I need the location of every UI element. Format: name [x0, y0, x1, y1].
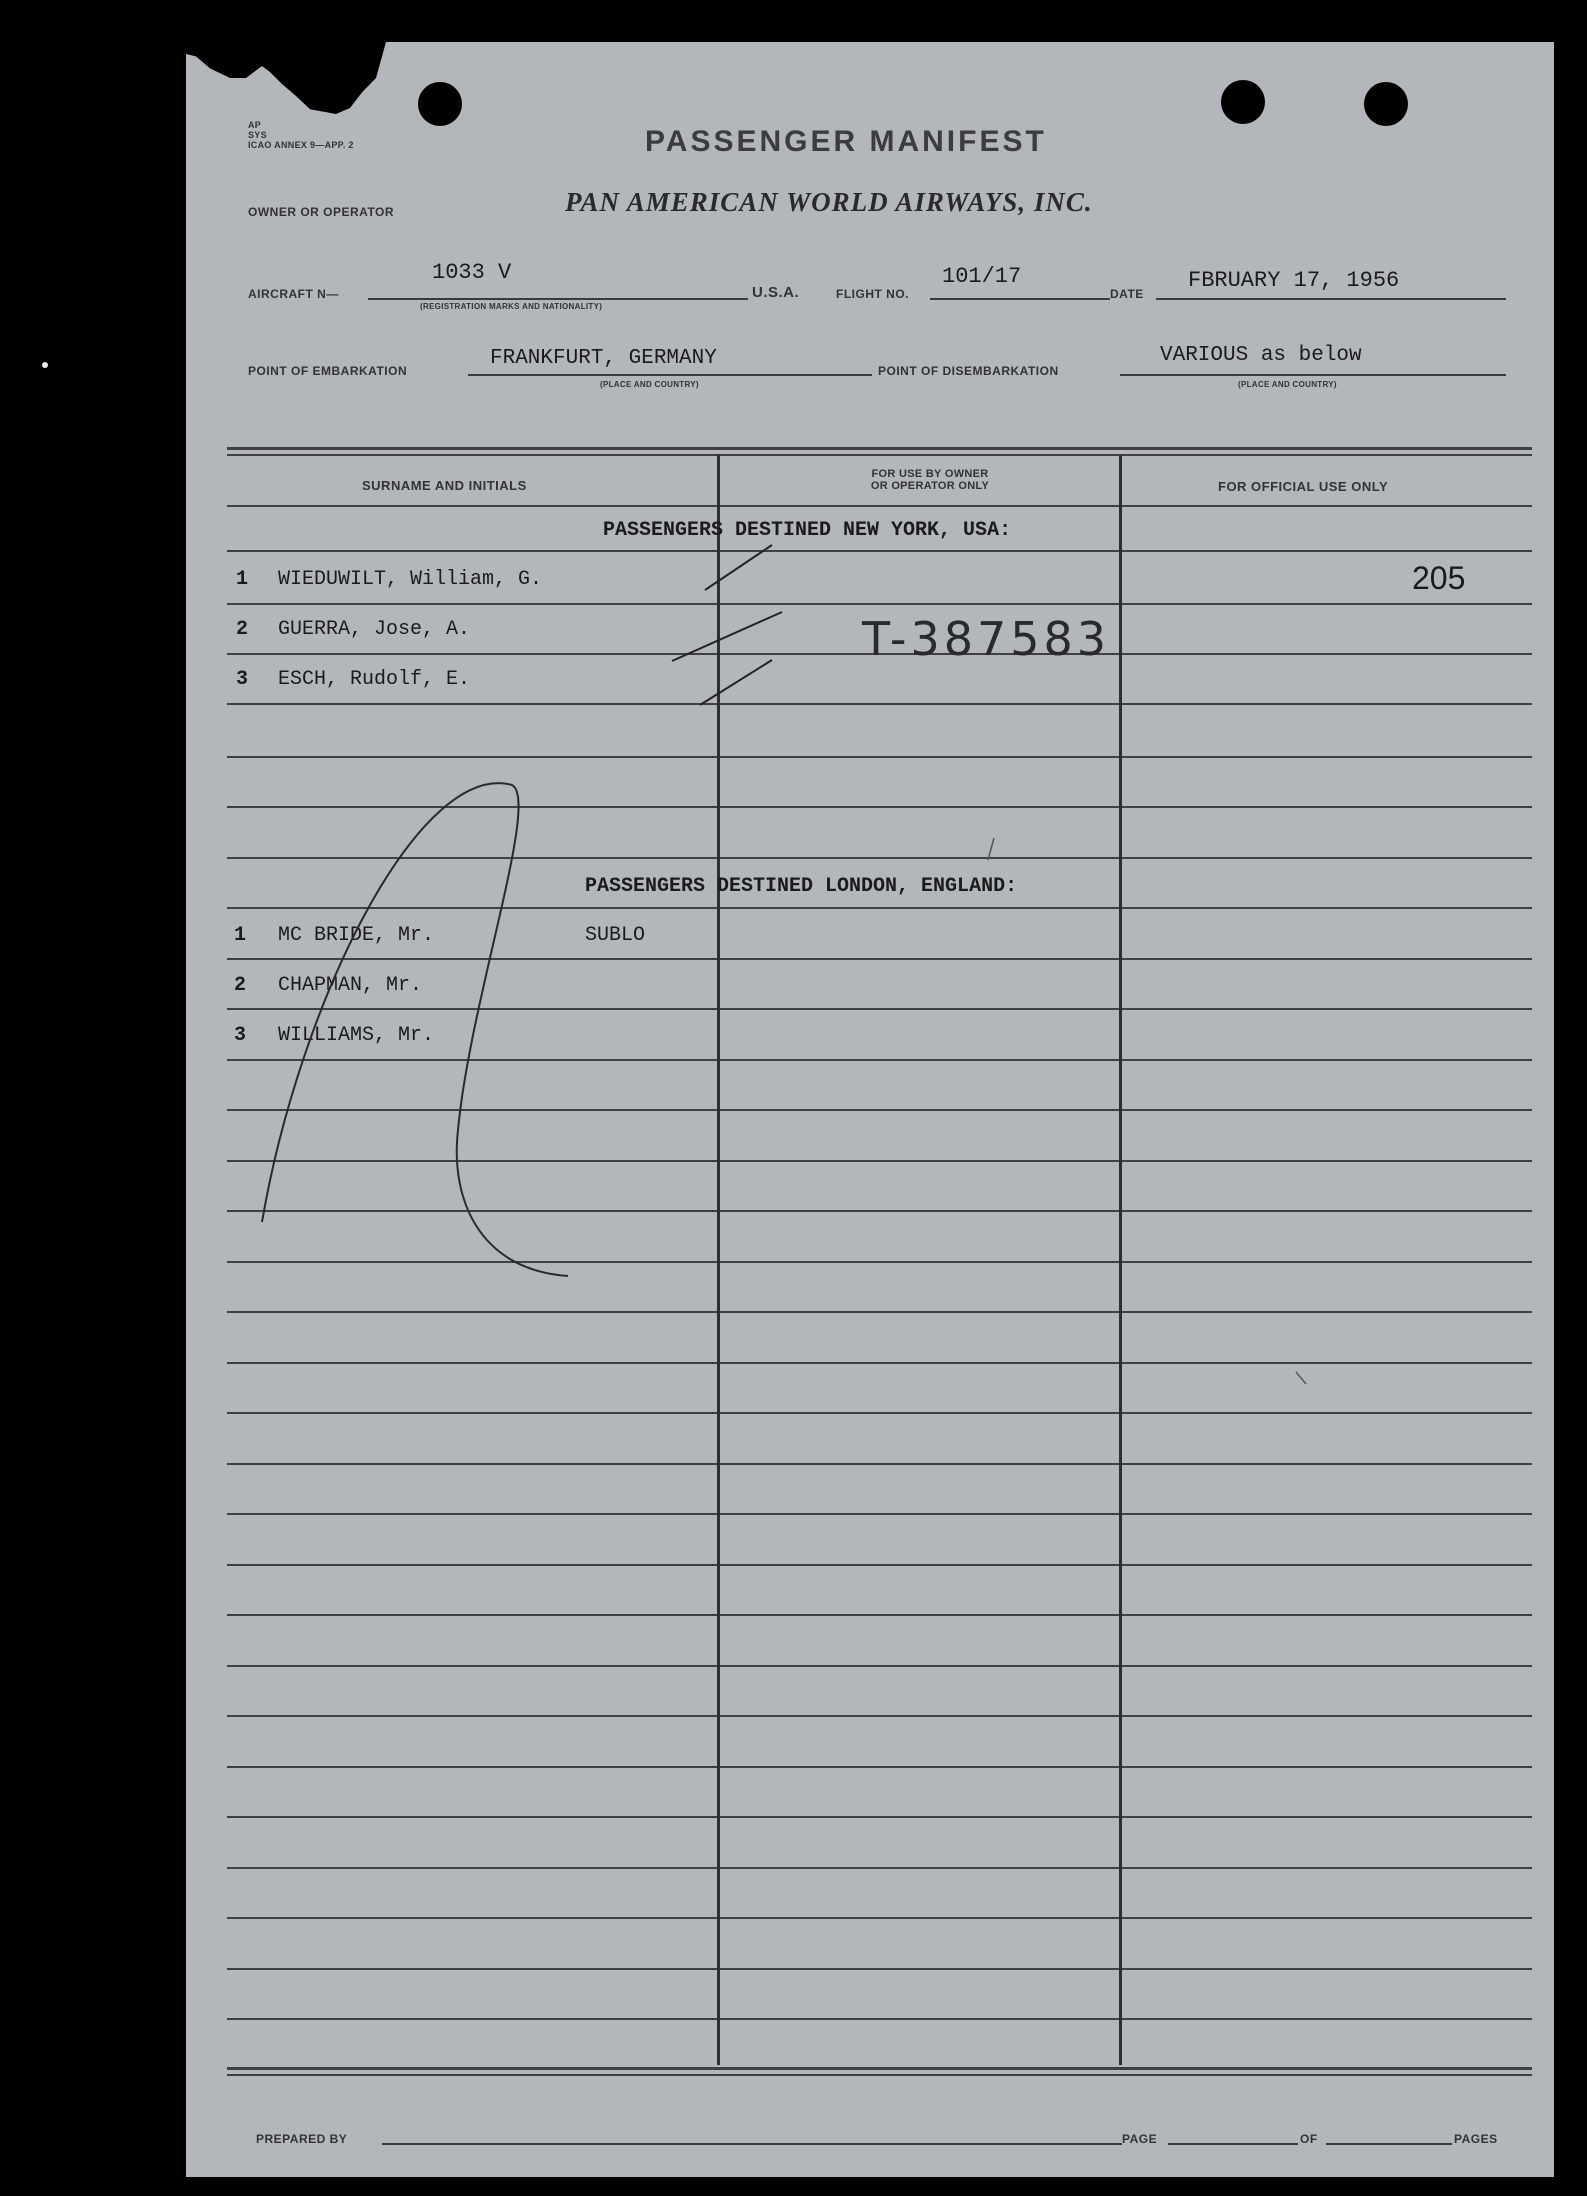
owner-column-slash	[700, 660, 772, 705]
pages-label: PAGES	[1454, 2132, 1498, 2146]
prepared-by-line	[382, 2143, 1122, 2145]
col-header-owner: FOR USE BY OWNER OR OPERATOR ONLY	[870, 468, 990, 492]
aircraft-label: AIRCRAFT N—	[248, 287, 339, 301]
bracket-mark	[262, 783, 568, 1276]
disembarkation-label: POINT OF DISEMBARKATION	[878, 364, 1059, 378]
passenger-number: 1	[234, 924, 247, 947]
group-heading-new-york: PASSENGERS DESTINED NEW YORK, USA:	[603, 519, 1012, 542]
owner-handwritten-note: T-387583	[862, 612, 1111, 666]
owner-column-slash	[672, 612, 782, 661]
official-code: 205	[1412, 560, 1466, 596]
flight-value: 101/17	[942, 264, 1022, 289]
passenger-name: MC BRIDE, Mr.	[278, 924, 435, 947]
passenger-name: WIEDUWILT, William, G.	[278, 568, 543, 591]
prepared-by-label: PREPARED BY	[256, 2132, 348, 2146]
stray-mark	[1296, 1372, 1306, 1384]
embarkation-label: POINT OF EMBARKATION	[248, 364, 408, 378]
aircraft-value: 1033 V	[432, 260, 512, 285]
disembarkation-value: VARIOUS as below	[1160, 344, 1362, 367]
passenger-name: ESCH, Rudolf, E.	[278, 668, 471, 691]
flight-label: FLIGHT NO.	[836, 287, 909, 301]
passenger-name: GUERRA, Jose, A.	[278, 618, 471, 641]
passenger-number: 2	[236, 618, 249, 641]
passenger-number: 2	[234, 974, 247, 997]
operator-name: PAN AMERICAN WORLD AIRWAYS, INC.	[565, 187, 1093, 217]
regulation-note: AP SYS ICAO ANNEX 9—APP. 2	[248, 120, 354, 150]
owner-column-slash	[705, 545, 772, 590]
disembarkation-caption: (PLACE AND COUNTRY)	[1238, 380, 1337, 389]
of-label: OF	[1300, 2132, 1318, 2146]
usa-label: U.S.A.	[752, 284, 800, 301]
passenger-number: 3	[236, 668, 249, 691]
date-label: DATE	[1110, 287, 1144, 301]
date-value: FBRUARY 17, 1956	[1188, 268, 1400, 293]
table-bottom-rule	[227, 2067, 1532, 2070]
passenger-number: 3	[234, 1024, 247, 1047]
page-line	[1168, 2143, 1298, 2145]
passenger-name: CHAPMAN, Mr.	[278, 974, 423, 997]
pages-line	[1326, 2143, 1452, 2145]
passenger-number: 1	[236, 568, 249, 591]
owner-note: SUBLO	[585, 924, 646, 947]
passenger-name: WILLIAMS, Mr.	[278, 1024, 435, 1047]
col-header-surname: SURNAME AND INITIALS	[362, 478, 527, 493]
col-header-official: FOR OFFICIAL USE ONLY	[1218, 479, 1389, 494]
embarkation-value: FRANKFURT, GERMANY	[490, 347, 717, 370]
embarkation-caption: (PLACE AND COUNTRY)	[600, 380, 699, 389]
page-label: PAGE	[1122, 2132, 1158, 2146]
owner-label: OWNER OR OPERATOR	[248, 205, 395, 219]
table-bottom-rule-2	[227, 2074, 1532, 2076]
stray-mark	[988, 838, 994, 860]
form-title: PASSENGER MANIFEST	[645, 125, 1047, 158]
group-heading-london: PASSENGERS DESTINED LONDON, ENGLAND:	[585, 875, 1018, 898]
registration-caption: (REGISTRATION MARKS AND NATIONALITY)	[420, 302, 603, 311]
